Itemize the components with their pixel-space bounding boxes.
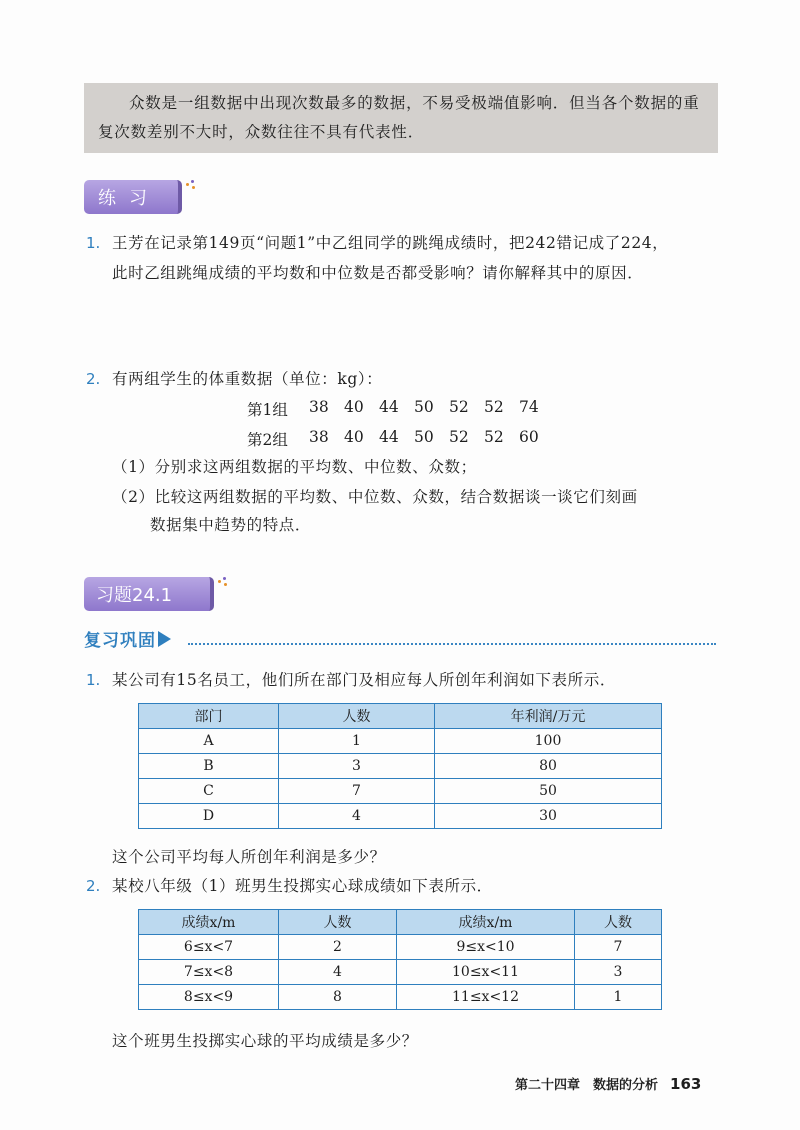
table-header-row (139, 910, 662, 935)
table-header: 年利润/万元 (435, 704, 662, 729)
table-row (139, 985, 662, 1010)
weight-value: 52 (449, 428, 469, 446)
exercise-q1-number: 1. (86, 671, 101, 689)
practice-q1-line2: 此时乙组跳绳成绩的平均数和中位数是否都受影响？请你解释其中的原因． (112, 264, 644, 282)
weight-value: 40 (344, 428, 364, 446)
page-footer (515, 1074, 701, 1093)
weight-value: 44 (379, 398, 399, 416)
exercise-q1-text: 某公司有15名员工，他们所在部门及相应每人所创年利润如下表所示． (112, 671, 616, 689)
table-cell: B (139, 754, 279, 779)
table-cell: 80 (435, 754, 662, 779)
table-cell: A (139, 729, 279, 754)
practice-q1-number: 1. (86, 234, 101, 252)
table-cell: 3 (575, 960, 662, 985)
weight-row-group1 (247, 398, 554, 420)
practice-q2-number: 2. (86, 370, 101, 388)
practice-badge: 练习 (84, 180, 182, 214)
table-row (139, 960, 662, 985)
definition-note-box (84, 83, 718, 153)
table-row (139, 729, 662, 754)
weight-value: 50 (414, 428, 434, 446)
practice-q1-line1: 王芳在记录第149页“问题1”中乙组同学的跳绳成绩时，把242错记成了224， (112, 234, 669, 252)
table-cell: 8≤x<9 (139, 985, 279, 1010)
sparkle-icon (186, 180, 196, 190)
practice-q2-line1: 有两组学生的体重数据（单位：kg）： (112, 370, 383, 388)
weight-value: 38 (309, 398, 329, 416)
table-cell: 11≤x<12 (397, 985, 575, 1010)
table-cell: D (139, 804, 279, 829)
weight-value: 38 (309, 428, 329, 446)
exercise-q1-question: 这个公司平均每人所创年利润是多少？ (112, 848, 386, 866)
sparkle-icon (218, 577, 228, 587)
table-row (139, 935, 662, 960)
dotted-divider (188, 643, 716, 645)
table-cell: 1 (575, 985, 662, 1010)
table-cell: 2 (279, 935, 397, 960)
table-header: 人数 (575, 910, 662, 935)
table-cell: 4 (279, 804, 435, 829)
throw-score-table (138, 909, 662, 1010)
table-cell: 6≤x<7 (139, 935, 279, 960)
table-header: 成绩x/m (397, 910, 575, 935)
weight-value: 60 (519, 428, 539, 446)
table-row (139, 754, 662, 779)
group-label: 第2组 (247, 431, 288, 449)
page-number: 163 (670, 1075, 702, 1093)
profit-table (138, 703, 662, 829)
table-cell: 9≤x<10 (397, 935, 575, 960)
section-review-heading (84, 626, 171, 651)
weight-value: 52 (449, 398, 469, 416)
weight-value: 52 (484, 398, 504, 416)
section-title: 复习巩固 (84, 631, 156, 651)
table-header: 人数 (279, 910, 397, 935)
weight-value: 40 (344, 398, 364, 416)
table-row (139, 779, 662, 804)
group-label: 第1组 (247, 401, 288, 419)
practice-q2-sub2-line1: （2）比较这两组数据的平均数、中位数、众数，结合数据谈一谈它们刻画 (112, 488, 638, 506)
chapter-title: 第二十四章 数据的分析 (515, 1078, 659, 1093)
table-cell: C (139, 779, 279, 804)
table-row (139, 804, 662, 829)
table-header: 成绩x/m (139, 910, 279, 935)
exercise-q2-number: 2. (86, 877, 101, 895)
exercise-q2-text: 某校八年级（1）班男生投掷实心球成绩如下表所示． (112, 877, 493, 895)
practice-q2-sub2-line2: 数据集中趋势的特点． (150, 516, 312, 534)
table-cell: 7 (575, 935, 662, 960)
weight-value: 44 (379, 428, 399, 446)
weight-row-group2 (247, 428, 554, 450)
table-cell: 1 (279, 729, 435, 754)
exercise-q2-question: 这个班男生投掷实心球的平均成绩是多少？ (112, 1032, 418, 1050)
table-header-row (139, 704, 662, 729)
table-cell: 8 (279, 985, 397, 1010)
note-text: 众数是一组数据中出现次数最多的数据，不易受极端值影响．但当各个数据的重复次数差别不大时，众数往往不具有代表性． (98, 94, 700, 141)
table-cell: 7≤x<8 (139, 960, 279, 985)
weight-value: 52 (484, 428, 504, 446)
table-cell: 3 (279, 754, 435, 779)
table-cell: 7 (279, 779, 435, 804)
table-cell: 10≤x<11 (397, 960, 575, 985)
weight-value: 74 (519, 398, 539, 416)
table-header: 部门 (139, 704, 279, 729)
table-cell: 4 (279, 960, 397, 985)
table-cell: 30 (435, 804, 662, 829)
table-header: 人数 (279, 704, 435, 729)
weight-value: 50 (414, 398, 434, 416)
table-cell: 50 (435, 779, 662, 804)
exercise-badge: 习题24.1 (84, 577, 214, 611)
table-cell: 100 (435, 729, 662, 754)
play-arrow-icon (158, 631, 171, 647)
practice-q2-sub1: （1）分别求这两组数据的平均数、中位数、众数； (112, 458, 477, 476)
